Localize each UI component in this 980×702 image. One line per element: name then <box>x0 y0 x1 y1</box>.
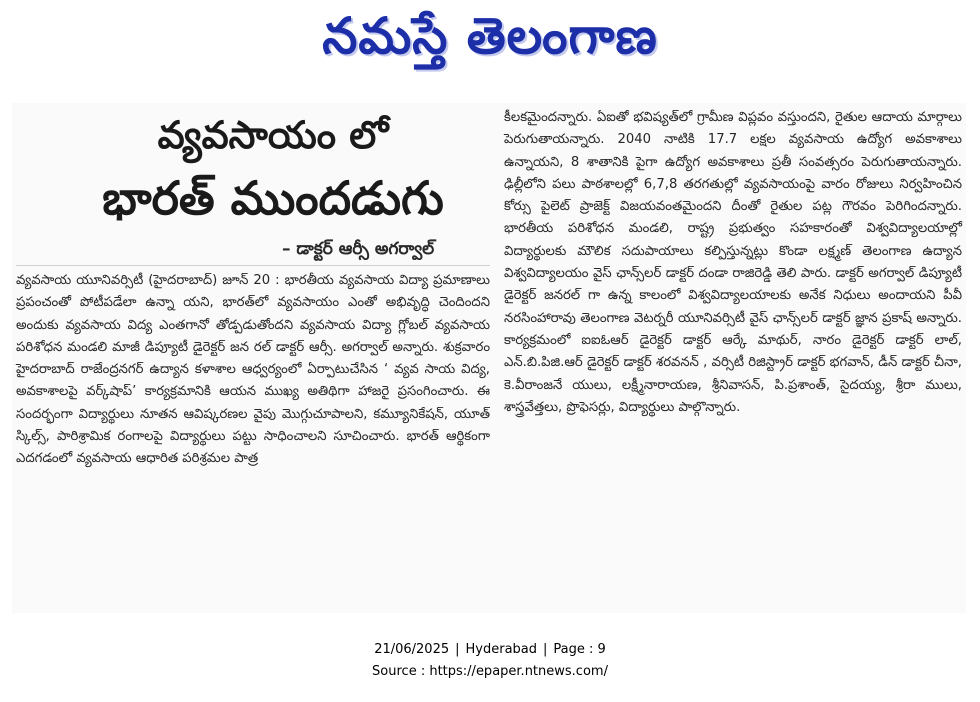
right-column-body: కీలకమైందన్నారు. ఏఐతో భవిష్యత్‌లో గ్రామీణ విప్లవం వస్తుందని, రైతుల ఆదాయ మార్గాలు పెరుగుతాయన్నారు. 2040 నాటికి 17.7 లక్షల వ్యవసాయ ఉద్యోగ అవకాశాలు ఉన్నాయని, 8 శాతానికి పైగా ఉద్యోగ అవకాశాలు ప్రతీ సంవత్సరం పెరుగుతాయన్నారు. ఢిల్లీలోని పలు పాఠశాలల్లో 6,7,8 తరగతుల్లో వ్యవసాయంపై వారం రోజులు నిర్వహించిన కోర్సు పైలెట్‌ ప్రాజెక్ట్‌ విజయవంతమైందని దీంతో రైతుల పట్ల గౌరవం పెరిగిందన్నారు. భారతీయ పరిశోధన మండలి, రాష్ట్ర ప్రభుత్వం సహకారంతో విశ్వవిద్యాలయాల్లో విద్యార్థులకు మౌలిక సదుపాయాలు కల్పిస్తున్నట్లు కొండా లక్ష్మణ్‌ తెలంగాణ ఉద్యాన విశ్వవిద్యాలయం వైస్‌ ఛాన్స్‌లర్‌ డాక్టర్‌ దండా రాజిరెడ్డి తెలి పారు. డాక్టర్‌ అగర్వాల్‌ డిప్యూటీ డైరెక్టర్‌ జనరల్‌ గా ఉన్న కాలంలో విశ్వవిద్యాలయాలకు అనేక నిధులు అందాయని పీవీ నరసింహారావు తెలంగాణ వెటర్నరీ యూనివర్సిటీ వైస్‌ ఛాన్స్‌లర్‌ డాక్టర్‌ జ్ఞాన ప్రకాష్‌ అన్నారు. కార్యక్రమంలో ఐఐఓఆర్‌ డైరెక్టర్‌ డాక్టర్‌ ఆర్కే మాథుర్‌, నారం డైరెక్టర్‌ డాక్టర్‌ లాల్‌, ఎన్‌.బి.పిజి.ఆర్‌ డైరెక్టర్‌ డాక్టర్‌ శరవనన్‌ , వర్సిటీ రిజిస్ట్రార్‌ డాక్టర్‌ భగవాన్‌, డీన్‌ డాక్టర్‌ చీనా, కె.వీరాంజనే యులు, లక్ష్మీనారాయణ, శ్రీనివాసన్‌, పి.ప్రశాంత్‌, సైదయ్య, శ్రీరా ములు, శాస్త్రవేత్తలు, ప్రొఫెసర్లు, విద్యార్థులు పాల్గొన్నారు. <box>504 110 962 415</box>
article-right-column <box>500 103 966 613</box>
edition-date: 21/06/2025 <box>374 642 450 657</box>
source-line: Source : https://epaper.ntnews.com/ <box>372 664 608 679</box>
edition-info <box>0 642 980 657</box>
newspaper-logo: నమస్తే తెలంగాణ <box>322 7 658 65</box>
byline-divider <box>16 265 490 266</box>
edition-city: Hyderabad <box>465 642 538 657</box>
left-column-body: వ్యవసాయ యూనివర్సిటీ (హైదరాబాద్‌) జూన్‌ 20 : భారతీయ వ్యవసాయ విద్యా ప్రమాణాలు ప్రపంచంతో పోటీపడేలా ఉన్నా యని, భారత్‌లో వ్యవసాయం ఎంతో అభివృద్ధి చెందిందని అందుకు వ్యవసాయ విద్య ఎంతగానో తోడ్పడుతోందని వ్యవసాయ విద్యా గ్లోబల్‌ వ్యవసాయ పరిశోధన మండలి మాజీ డిప్యూటీ డైరెక్టర్‌ జన రల్‌ డాక్టర్‌ ఆర్సీ. అగర్వాల్‌ అన్నారు. శుక్రవారం హైదరాబాద్‌ రాజేంద్రనగర్‌ ఉద్యాన కళాశాల ఆధ్వర్యంలో ఏర్పాటుచేసిన ‘ వ్యవ సాయ విద్య, అవకాశాలపై వర్క్‌షాప్‌’ కార్యక్రమానికి ఆయన ముఖ్య అతిథిగా హాజరై ప్రసంగించారు. ఈ సందర్భంగా విద్యార్థులు నూతన ఆవిష్కరణల వైపు మొగ్గుచూపాలని, కమ్యూనికేషన్‌, యూత్‌ స్కిల్స్‌, పారిశ్రామిక రంగాలపై విద్యార్థులు పట్టు సాధించాలని సూచించారు. భారత్‌ ఆర్థికంగా ఎదగడంలో వ్యవసాయ ఆధారిత పరిశ్రమల పాత్ర <box>16 273 490 467</box>
masthead <box>0 0 980 72</box>
edition-page: Page : 9 <box>553 642 606 657</box>
separator: | <box>543 642 548 657</box>
headline-line-2: భారత్‌ ముందడుగు <box>102 171 444 225</box>
article-byline: – డాక్టర్‌ ఆర్సీ అగర్వాల్‌ <box>282 239 435 259</box>
article-left-column <box>12 103 494 613</box>
article-clipping <box>12 103 966 613</box>
headline-line-1: వ్యవసాయం లో <box>157 113 389 157</box>
separator: | <box>455 642 460 657</box>
